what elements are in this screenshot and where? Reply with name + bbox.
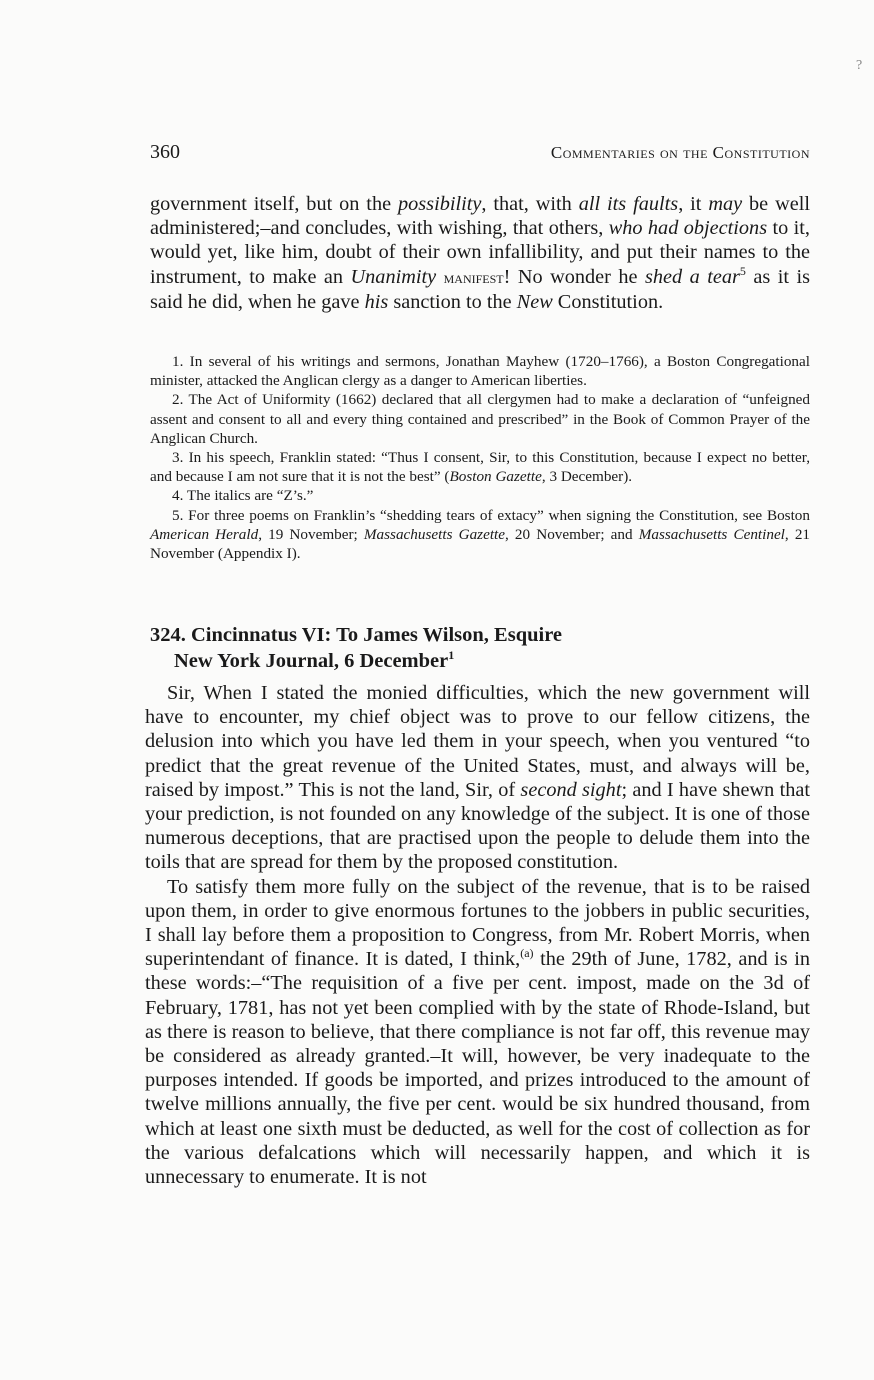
- continuation-text: [150, 192, 810, 314]
- stray-mark: ?: [856, 58, 863, 73]
- editor-note-ref: (a): [520, 946, 534, 961]
- running-title: Commentaries on the Constitution: [550, 143, 810, 162]
- footnote-3: 3. In his speech, Franklin stated: “Thus I consent, Sir, to this Constitution, because I expect no better, and because I am not sure that it is not the best” (Boston Gazette, 3 December).: [150, 449, 810, 486]
- page-number: 360: [150, 141, 180, 163]
- footnotes: [150, 352, 810, 563]
- article-heading: [150, 622, 810, 674]
- continuation-paragraph: government itself, but on the possibility, that, with all its faults, it may be well administered;–and concludes, with wishing, that others, who had objections to it, would yet, like him, doubt of their own infallibility, and put their names to the instrument, to make an Unanimity manifest! No wonder he shed a tear$^5$ as it is said he did, when he gave his sanction to the New Constitution.: [150, 193, 811, 313]
- running-head: [150, 141, 810, 164]
- article-body: [145, 681, 810, 1189]
- article-source: New York Journal, 6 December$^1$: [174, 648, 455, 672]
- article-title: 324. Cincinnatus VI: To James Wilson, Esquire: [150, 624, 563, 646]
- article-paragraph-2: To satisfy them more fully on the subject of the revenue, that is to be raised upon them, in order to give enormous fortunes to the jobbers in public securities, I shall lay before them a proposition to Congress, from Mr. Robert Morris, when superintendant of finance. It is dated, I think,$^{(a)}$ the 29th of June, 1782, and is in these words:–“The requisition of a five per cent. impost, made on the 3d of February, 1781, has not yet been complied with by the state of Rhode-Island, but as there is reason to believe, that there compliance is not far off, this revenue may be considered as already granted.–It will, however, be very inadequate to the purposes intended. If goods be imported, and prizes introduced to the amount of twelve millions annually, the five per cent. would be six hundred thousand, from which at least one sixth must be deducted, as well for the cost of collection as for the various defalcations which will necessarily happen, and which it is unnecessary to enumerate. It is not: [145, 875, 810, 1189]
- article-paragraph-1: Sir, When I stated the monied difficulties, which the new government will have to encounter, my chief object was to prove to our fellow citizens, the delusion into which you have led them in your speech, when you ventured “to predict that the great revenue of the United States, must, and always will be, raised by impost.” This is not the land, Sir, of second sight; and I have shewn that your prediction, is not founded on any knowledge of the subject. It is one of those numerous deceptions, that are practised upon the people to delude them into the toils that are spread for them by the proposed constitution.: [145, 682, 810, 874]
- footnote-1: 1. In several of his writings and sermons, Jonathan Mayhew (1720–1766), a Boston Congregational minister, attacked the Anglican clergy as a danger to American liberties.: [150, 353, 810, 390]
- footnote-ref: 5: [739, 263, 746, 278]
- footnote-2: 2. The Act of Uniformity (1662) declared that all clergymen had to make a declaration of “unfeigned assent and consent to all and every thing contained and prescribed” in the Book of Common Prayer of the Anglican Church.: [150, 391, 810, 447]
- footnote-4: 4. The italics are “Z’s.”: [172, 487, 314, 505]
- footnote-5: 5. For three poems on Franklin’s “shedding tears of extacy” when signing the Constitution, see Boston American Herald, 19 November; Massachusetts Gazette, 20 November; and Massachusetts Centinel, 21 November (Appendix I).: [150, 506, 811, 563]
